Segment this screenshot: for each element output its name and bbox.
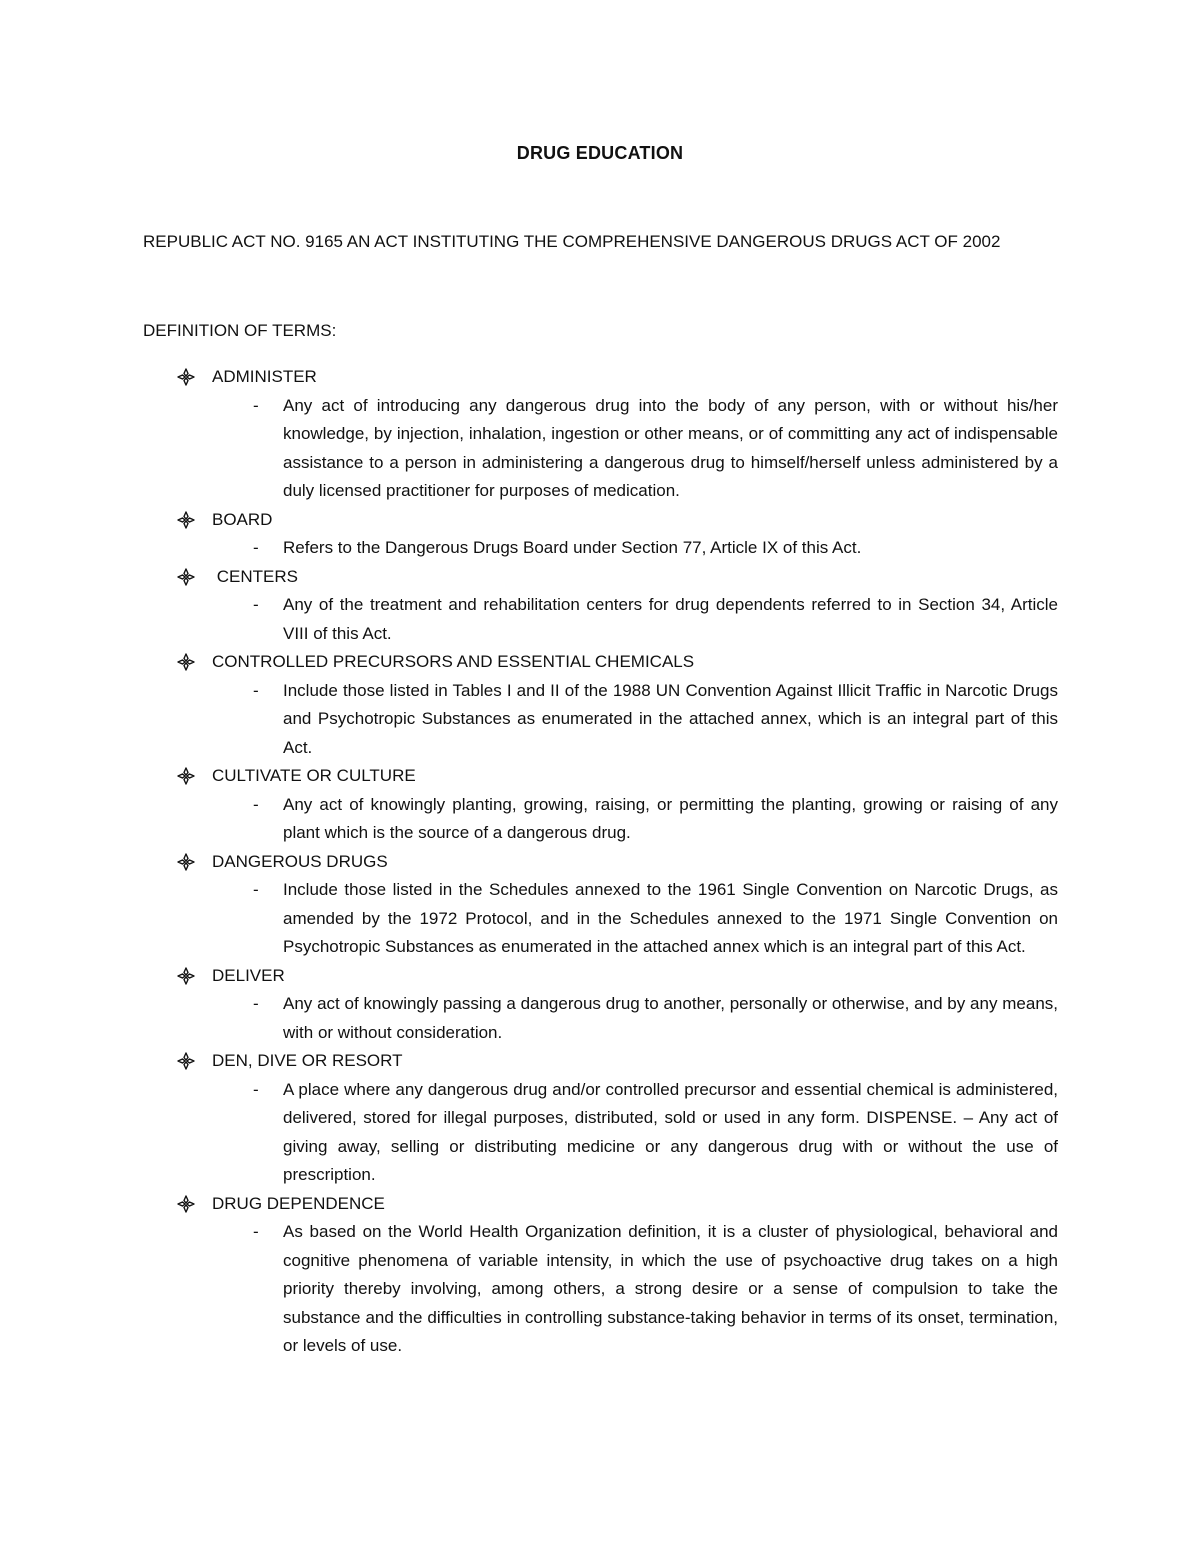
- definition-text: Include those listed in Tables I and II of the 1988 UN Convention Against Illicit Traffic in Narcotic Drugs and Psychotropic Substances as enumerated in the attached annex, which is an integral part of this Act.: [283, 680, 1058, 757]
- term-heading: [0, 962, 1200, 991]
- term-definition: [0, 1218, 1200, 1361]
- term-item: [0, 1047, 1200, 1190]
- dash-bullet: -: [253, 1079, 259, 1099]
- term-label: CENTERS: [212, 566, 298, 586]
- term-label: DEN, DIVE OR RESORT: [212, 1051, 403, 1071]
- term-label: ADMINISTER: [212, 367, 317, 387]
- definition-text: Any act of introducing any dangerous drug into the body of any person, with or without his/her knowledge, by injection, inhalation, ingestion or other means, or of committing any act of indispensable assistance to a person in administering a dangerous drug to himself/herself unless administered by a duly licensed practitioner for purposes of medication.: [283, 395, 1058, 500]
- term-item: [0, 648, 1200, 762]
- diamond-bullet-icon: [177, 568, 195, 586]
- diamond-bullet-icon: [177, 368, 195, 386]
- term-item: [0, 848, 1200, 962]
- dash-bullet: -: [253, 680, 259, 700]
- term-item: [0, 506, 1200, 563]
- term-definition: [0, 990, 1200, 1047]
- definition-text: A place where any dangerous drug and/or controlled precursor and essential chemical is administered, delivered, stored for illegal purposes, distributed, sold or used in any form. DISPENSE. – Any act of giving away, selling or distributing medicine or any dangerous drug with or without the use of prescription.: [283, 1079, 1058, 1184]
- term-label: CONTROLLED PRECURSORS AND ESSENTIAL CHEMICALS: [212, 652, 695, 672]
- term-heading: [0, 563, 1200, 592]
- diamond-bullet-icon: [177, 853, 195, 871]
- section-heading: DEFINITION OF TERMS:: [143, 321, 337, 340]
- term-heading: [0, 363, 1200, 392]
- term-label: DANGEROUS DRUGS: [212, 851, 388, 871]
- term-definition: [0, 534, 1200, 563]
- term-definition: [0, 677, 1200, 763]
- term-label: CULTIVATE OR CULTURE: [212, 766, 416, 786]
- dash-bullet: -: [253, 1222, 259, 1241]
- definition-text: Include those listed in the Schedules annexed to the 1961 Single Convention on Narcotic Drugs, as amended by the 1972 Protocol, and in the Schedules annexed to the 1971 Single Convention on Psychotropic Substances as enumerated in the attached annex which is an integral part of this Act.: [283, 880, 1058, 956]
- dash-bullet: -: [253, 395, 259, 415]
- term-item: [0, 762, 1200, 848]
- dash-bullet: -: [253, 994, 259, 1013]
- term-heading: [0, 1047, 1200, 1076]
- term-definition: [0, 791, 1200, 848]
- term-definition: [0, 591, 1200, 648]
- definition-text: Any act of knowingly planting, growing, raising, or permitting the planting, growing or raising of any plant which is the source of a dangerous drug.: [283, 794, 1058, 842]
- term-label: DRUG DEPENDENCE: [212, 1193, 385, 1213]
- term-item: [0, 962, 1200, 1048]
- diamond-bullet-icon: [177, 1052, 195, 1070]
- term-heading: [0, 648, 1200, 677]
- diamond-bullet-icon: [177, 967, 195, 985]
- definition-text: Any of the treatment and rehabilitation centers for drug dependents referred to in Section 34, Article VIII of this Act.: [283, 595, 1058, 643]
- dash-bullet: -: [253, 538, 259, 557]
- term-heading: [0, 1190, 1200, 1219]
- term-item: [0, 363, 1200, 506]
- document-title: DRUG EDUCATION: [516, 143, 684, 163]
- term-heading: [0, 762, 1200, 791]
- term-item: [0, 1190, 1200, 1361]
- term-definition: [0, 392, 1200, 506]
- term-heading: [0, 506, 1200, 535]
- definition-text: Any act of knowingly passing a dangerous drug to another, personally or otherwise, and by any means, with or without consideration.: [283, 994, 1058, 1042]
- diamond-bullet-icon: [177, 653, 195, 671]
- term-item: [0, 563, 1200, 649]
- dash-bullet: -: [253, 595, 259, 614]
- definition-text: As based on the World Health Organization definition, it is a cluster of physiological, behavioral and cognitive phenomena of variable intensity, in which the use of psychoactive drug takes on a high priority thereby involving, among others, a strong desire or a sense of compulsion to take the substance and the difficulties in controlling substance-taking behavior in terms of its onset, termination, or levels of use.: [283, 1222, 1058, 1355]
- diamond-bullet-icon: [177, 767, 195, 785]
- terms-list: [0, 363, 1200, 1361]
- term-definition: [0, 1076, 1200, 1190]
- diamond-bullet-icon: [177, 1195, 195, 1213]
- act-title: REPUBLIC ACT NO. 9165 AN ACT INSTITUTING THE COMPREHENSIVE DANGEROUS DRUGS ACT OF 2002: [143, 232, 1001, 251]
- dash-bullet: -: [253, 880, 259, 899]
- dash-bullet: -: [253, 794, 259, 814]
- term-heading: [0, 848, 1200, 877]
- definition-text: Refers to the Dangerous Drugs Board under Section 77, Article IX of this Act.: [283, 538, 862, 557]
- term-label: BOARD: [212, 509, 273, 529]
- term-label: DELIVER: [212, 965, 285, 985]
- term-definition: [0, 876, 1200, 962]
- diamond-bullet-icon: [177, 511, 195, 529]
